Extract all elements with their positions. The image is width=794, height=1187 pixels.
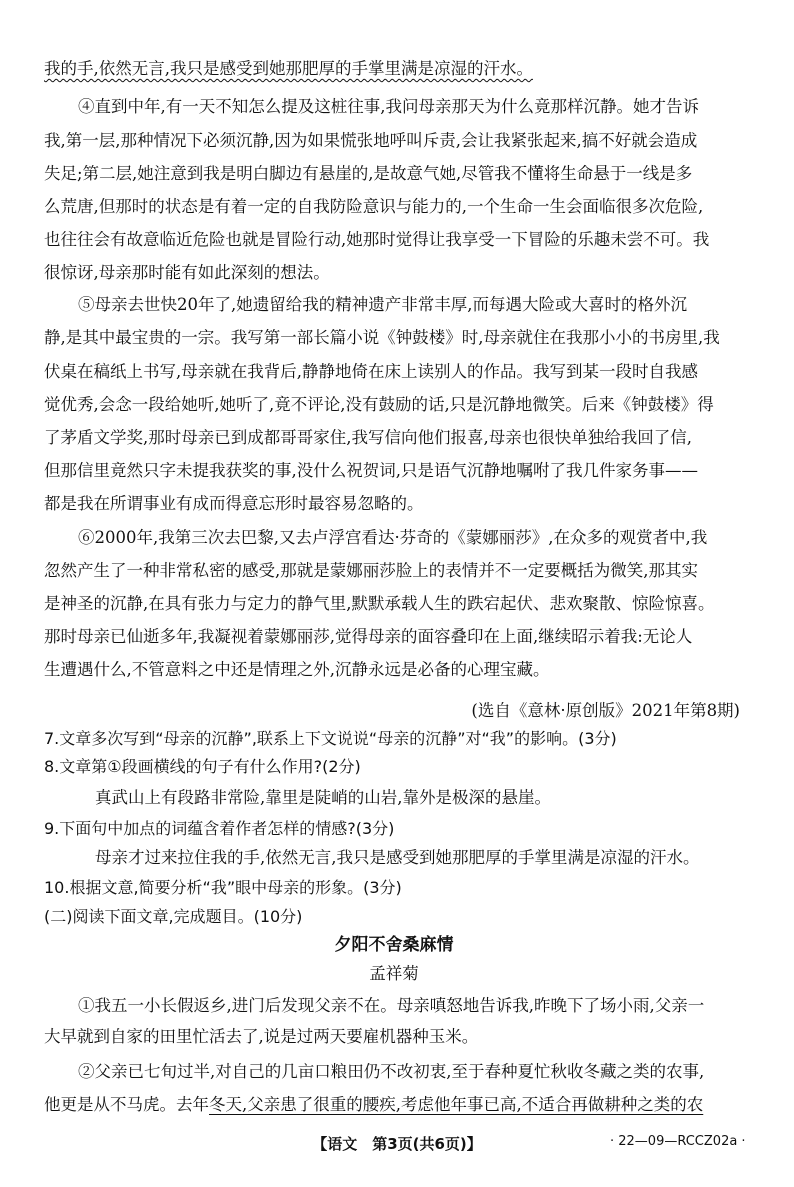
text-line: 都是我在所谓事业有成而得意忘形时最容易忽略的。	[44, 494, 424, 513]
question-line: 9.下面句中加点的词蕴含着作者怎样的情感?(3分)	[44, 819, 395, 838]
article-title: 夕阳不舍桑麻情	[334, 935, 454, 955]
text-line: 真武山上有段路非常险,靠里是陡峭的山岩,靠外是极深的悬崖。	[95, 788, 551, 807]
page-footer-code: · 22—09—RCCZ02a ·	[610, 1134, 746, 1149]
text-line: 我的手,依然无言,我只是感受到她那肥厚的手掌里满是凉湿的汗水。	[44, 59, 533, 78]
text-line: 忽然产生了一种非常私密的感受,那就是蒙娜丽莎脸上的表情并不一定要概括为微笑,那其实	[44, 561, 698, 580]
question-line: (二)阅读下面文章,完成题目。(10分)	[44, 907, 303, 926]
text-line: 大早就到自家的田里忙活去了,说是过两天要雇机器种玉米。	[44, 1027, 479, 1046]
text-line: 伏桌在稿纸上书写,母亲就在我背后,静静地倚在床上读别人的作品。我写到某一段时自我感	[44, 362, 698, 381]
question-line: 8.文章第①段画横线的句子有什么作用?(2分)	[44, 757, 361, 776]
text-line: ⑥2000年,我第三次去巴黎,又去卢浮宫看达·芬奇的《蒙娜丽莎》,在众多的观赏者中,我	[78, 528, 708, 547]
text-line: 觉优秀,会念一段给她听,她听了,竟不评论,没有鼓励的话,只是沉静地微笑。后来《钟鼓楼》得	[44, 395, 714, 414]
underlined-segment: 冬天,父亲患了很重的腰疾,考虑他年事已高,不适合再做耕种之类的农	[209, 1095, 704, 1114]
text-line	[44, 1094, 740, 1118]
text-line: 静,是其中最宝贵的一宗。我写第一部长篇小说《钟鼓楼》时,母亲就住在我那小小的书房里,我	[44, 328, 720, 347]
text-line: ②父亲已七旬过半,对自己的几亩口粮田仍不改初衷,至于春种夏忙秋收冬藏之类的农事,	[78, 1062, 705, 1081]
text-line: 那时母亲已仙逝多年,我凝视着蒙娜丽莎,觉得母亲的面容叠印在上面,继续昭示着我:无论人	[44, 627, 693, 646]
text-line: ④直到中年,有一天不知怎么提及这桩往事,我问母亲那天为什么竟那样沉静。她才告诉	[78, 97, 699, 116]
text-line: 了茅盾文学奖,那时母亲已到成都哥哥家住,我写信向他们报喜,母亲也很快单独给我回了信,	[44, 428, 692, 447]
text-line: 么荒唐,但那时的状态是有着一定的自我防险意识与能力的,一个生命一生会面临很多次危险,	[44, 197, 704, 216]
text-line: 失足;第二层,她注意到我是明白脚边有悬崖的,是故意气她,尽管我不懂将生命悬于一线是多	[44, 164, 693, 183]
text-line: 我,第一层,那种情况下必须沉静,因为如果慌张地呼叫斥责,会让我紧张起来,搞不好就会造成	[44, 131, 698, 150]
text-line: 但那信里竟然只字未提我获奖的事,没什么祝贺词,只是语气沉静地嘱咐了我几件家务事——	[44, 461, 698, 480]
text-line: 母亲才过来拉住我的手,依然无言,我只是感受到她那肥厚的手掌里满是凉湿的汗水。	[95, 848, 700, 867]
question-line: 7.文章多次写到“母亲的沉静”,联系上下文说说“母亲的沉静”对“我”的影响。(3分)	[44, 729, 617, 748]
text-line: 也往往会有故意临近危险也就是冒险行动,她那时觉得让我享受一下冒险的乐趣未尝不可。我	[44, 230, 710, 249]
text-line: 是神圣的沉静,在具有张力与定力的静气里,默默承载人生的跌宕起伏、悲欢聚散、惊险惊喜。	[44, 594, 715, 613]
text-line: 很惊讶,母亲那时能有如此深刻的想法。	[44, 263, 330, 282]
text-line: ⑤母亲去世快20年了,她遗留给我的精神遗产非常丰厚,而每遇大险或大喜时的格外沉	[78, 295, 687, 314]
page-footer-label: 【语文 第3页(共6页)】	[312, 1135, 482, 1153]
text-line: 孟祥菊	[369, 964, 419, 983]
text-line: ①我五一小长假返乡,进门后发现父亲不在。母亲嗔怒地告诉我,昨晚下了场小雨,父亲一	[78, 996, 705, 1015]
question-line: 10.根据文意,简要分析“我”眼中母亲的形象。(3分)	[44, 878, 402, 897]
text-segment: 他更是从不马虎。去年	[44, 1095, 209, 1114]
text-line: 生遭遇什么,不管意料之中还是情理之外,沉静永远是必备的心理宝藏。	[44, 660, 550, 679]
text-line: (选自《意林·原创版》2021年第8期)	[471, 701, 740, 720]
